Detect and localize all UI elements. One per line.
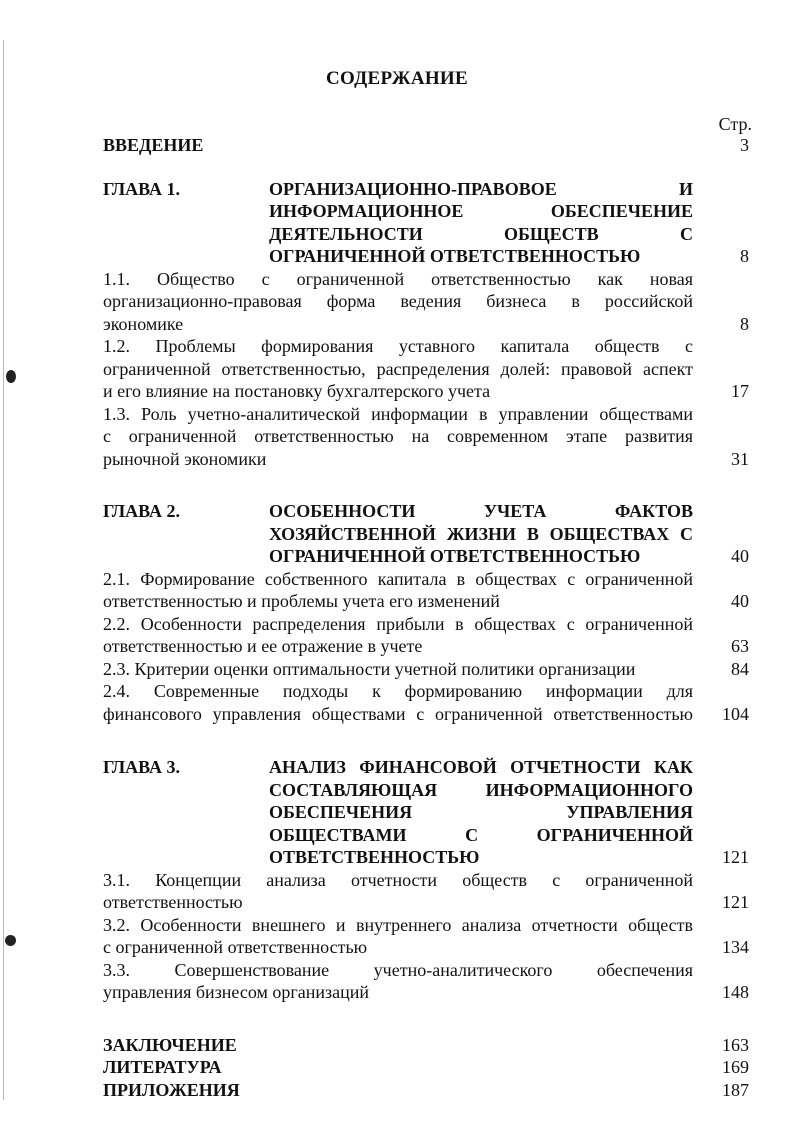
section-page: 134 (722, 937, 749, 957)
intro-page: 3 (740, 135, 749, 155)
scan-mark-2 (5, 935, 16, 946)
section-3-1[interactable] (103, 869, 749, 914)
section-2-4[interactable] (103, 680, 749, 725)
scan-edge-line (3, 40, 4, 1100)
closing-label: ПРИЛОЖЕНИЯ (103, 1079, 240, 1100)
chapter-title: ОРГАНИЗАЦИОННО-ПРАВОВОЕ И ИНФОРМАЦИОННОЕ ОБЕСПЕЧЕНИЕ ДЕЯТЕЛЬНОСТИ ОБЩЕСТВ С ОГРАНИЧЕННОЙ ОТВЕТСТВЕННОСТЬЮ (269, 178, 693, 266)
section-page: 31 (731, 448, 749, 469)
section-3-2[interactable] (103, 914, 749, 959)
toc-literature[interactable] (103, 1056, 749, 1079)
section-page: 40 (731, 591, 749, 611)
section-title: 3.3. Совершенствование учетно-аналитического обеспечения управления бизнесом организаций (103, 959, 693, 1002)
section-3-3[interactable] (103, 959, 749, 1004)
section-page: 8 (740, 313, 749, 334)
section-1-3[interactable] (103, 403, 749, 471)
chapter-page: 8 (740, 246, 749, 266)
closing-page: 169 (722, 1057, 749, 1077)
section-title: 2.2. Особенности распределения прибыли в обществах с ограниченной ответственностью и ее отражение в учете (103, 613, 693, 656)
section-page: 121 (722, 892, 749, 912)
toc-intro[interactable] (103, 134, 749, 157)
page-column-header: Стр. (718, 114, 752, 134)
chapter-label: ГЛАВА 1. (103, 178, 181, 199)
chapter-1[interactable] (103, 178, 749, 268)
section-title: 3.1. Концепции анализа отчетности обществ с ограниченной ответственностью (103, 869, 693, 912)
toc-title: СОДЕРЖАНИЕ (326, 68, 468, 89)
section-1-1[interactable] (103, 268, 749, 336)
chapter-label: ГЛАВА 3. (103, 757, 181, 777)
chapter-page: 40 (731, 546, 749, 566)
section-page: 84 (731, 658, 749, 679)
section-page: 63 (731, 636, 749, 656)
scan-mark-1 (6, 370, 16, 383)
section-title: 2.3. Критерии оценки оптимальности учетной политики организации (103, 658, 636, 679)
section-page: 104 (722, 703, 749, 724)
section-page: 17 (731, 381, 749, 401)
closing-page: 163 (722, 1034, 749, 1055)
section-title: 1.2. Проблемы формирования уставного капитала обществ с ограниченной ответственностью, распределения долей: правовой аспект и его влияние на постановку бухгалтерского учета (103, 336, 693, 401)
section-title: 1.1. Общество с ограниченной ответственностью как новая организационно-правовая форма ведения бизнеса в российской экономике (103, 268, 693, 334)
section-2-1[interactable] (103, 568, 749, 613)
section-title: 2.1. Формирование собственного капитала в обществах с ограниченной ответственностью и проблемы учета его изменений (103, 568, 693, 611)
section-page: 148 (722, 982, 749, 1002)
closing-label: ЗАКЛЮЧЕНИЕ (103, 1034, 237, 1055)
intro-label: ВВЕДЕНИЕ (103, 135, 204, 155)
chapter-title: АНАЛИЗ ФИНАНСОВОЙ ОТЧЕТНОСТИ КАК СОСТАВЛЯЮЩАЯ ИНФОРМАЦИОННОГО ОБЕСПЕЧЕНИЯ УПРАВЛЕНИЯ ОБЩЕСТВАМИ С ОГРАНИЧЕННОЙ ОТВЕТСТВЕННОСТЬЮ (269, 757, 693, 867)
section-title: 2.4. Современные подходы к формированию информации для финансового управления обществами с ограниченной ответственностью (103, 681, 693, 724)
section-title: 1.3. Роль учетно-аналитической информации в управлении обществами с ограниченной ответственностью на современном этапе развития рыночной экономики (103, 403, 693, 469)
section-2-3[interactable] (103, 658, 749, 681)
chapter-label: ГЛАВА 2. (103, 501, 181, 521)
toc-appendices[interactable] (103, 1079, 749, 1102)
section-2-2[interactable] (103, 613, 749, 658)
section-title: 3.2. Особенности внешнего и внутреннего анализа отчетности обществ с ограниченной ответственностью (103, 914, 693, 957)
chapter-page: 121 (722, 847, 749, 867)
closing-label: ЛИТЕРАТУРА (103, 1057, 222, 1077)
closing-page: 187 (722, 1079, 749, 1100)
section-1-2[interactable] (103, 335, 749, 403)
chapter-3[interactable] (103, 756, 749, 869)
toc-body (103, 134, 749, 1101)
chapter-title: ОСОБЕННОСТИ УЧЕТА ФАКТОВ ХОЗЯЙСТВЕННОЙ ЖИЗНИ В ОБЩЕСТВАХ С ОГРАНИЧЕННОЙ ОТВЕТСТВЕННОСТЬЮ (269, 501, 693, 566)
chapter-2[interactable] (103, 500, 749, 568)
toc-conclusion[interactable] (103, 1034, 749, 1057)
